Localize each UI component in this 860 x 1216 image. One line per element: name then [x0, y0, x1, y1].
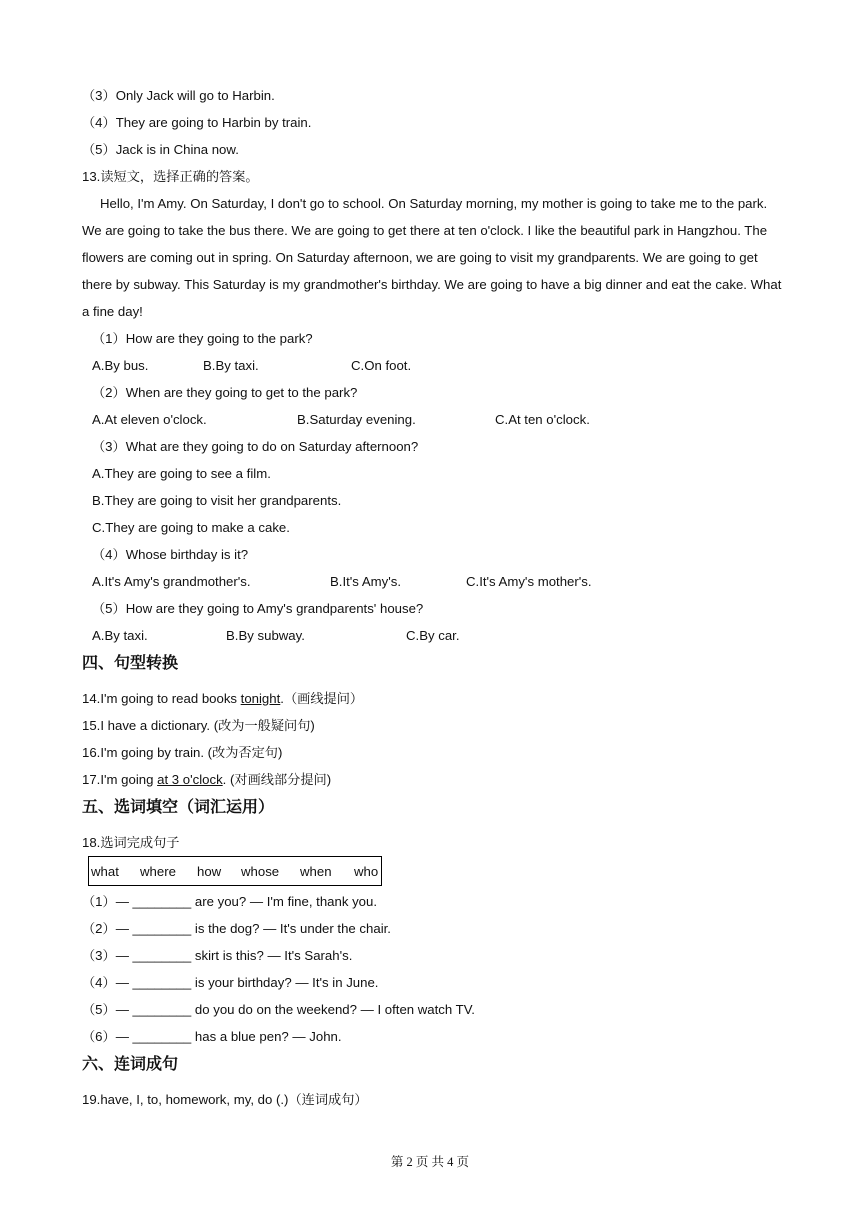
- word-bank-box: [88, 856, 382, 886]
- q13-q3-option-a: A.They are going to see a film.: [92, 466, 271, 481]
- q13-q3-option-b: B.They are going to visit her grandparents.: [92, 493, 342, 508]
- page-footer: 第 2 页 共 4 页: [390, 1155, 470, 1169]
- q13-question-3: （3）What are they going to do on Saturday afternoon?: [92, 439, 419, 454]
- q13-question-2: （2）When are they going to get to the park?: [92, 385, 358, 400]
- q18-title: 18.选词完成句子: [82, 835, 180, 850]
- q13-q3-option-c: C.They are going to make a cake.: [92, 520, 290, 535]
- q13-q2-option-b: B.Saturday evening.: [297, 412, 416, 427]
- q13-q4-option-a: A.It's Amy's grandmother's.: [92, 574, 251, 589]
- q13-q5-option-a: A.By taxi.: [92, 628, 148, 643]
- word-bank-word: how: [197, 864, 222, 879]
- q14-underlined: tonight: [240, 691, 281, 706]
- q13-question-1: （1）How are they going to the park?: [92, 331, 313, 346]
- word-bank-word: where: [140, 864, 176, 879]
- q17-underlined: at 3 o'clock: [157, 772, 223, 787]
- section-6-heading: 六、连词成句: [82, 1056, 179, 1073]
- q13-passage: Hello, I'm Amy. On Saturday, I don't go to school. On Saturday morning, my mother is going to take me to the park. We are going to take the bus there. We are going to get there at ten o'clock. I like the beautiful park in Hangzhou. The flowers are coming out in spring. On Saturday afternoon, we are going to visit my grandparents. We are going to get there by subway. This Saturday is my grandmother's birthday. We are going to have a big dinner and eat the cake. What a fine day!: [82, 196, 782, 319]
- q13-q2-option-a: A.At eleven o'clock.: [92, 412, 207, 427]
- q18-item-4: （4）— ________ is your birthday? — It's in June.: [82, 975, 379, 990]
- q18-item-2: （2）— ________ is the dog? — It's under the chair.: [82, 921, 391, 936]
- q13-question-5: （5）How are they going to Amy's grandparents' house?: [92, 601, 424, 616]
- q13-q4-option-b: B.It's Amy's.: [330, 574, 401, 589]
- q16: 16.I'm going by train. (改为否定句): [82, 745, 283, 760]
- q12-item-3: （3）Only Jack will go to Harbin.: [82, 88, 275, 103]
- word-bank-word: whose: [241, 864, 280, 879]
- q13-question-4: （4）Whose birthday is it?: [92, 547, 249, 562]
- q13-q5-option-c: C.By car.: [406, 628, 460, 643]
- q19: 19.have, I, to, homework, my, do (.)（连词成句）: [82, 1092, 368, 1107]
- section-4-heading: 四、句型转换: [82, 655, 179, 672]
- q15: 15.I have a dictionary. (改为一般疑问句): [82, 718, 315, 733]
- section-5-heading: 五、选词填空（词汇运用）: [82, 799, 275, 816]
- word-bank-word: what: [91, 864, 119, 879]
- q12-item-5: （5）Jack is in China now.: [82, 142, 239, 157]
- q12-item-4: （4）They are going to Harbin by train.: [82, 115, 312, 130]
- q13-q5-option-b: B.By subway.: [226, 628, 305, 643]
- q14-text: 14.I'm going to read books: [82, 691, 241, 706]
- q13-title: 13.读短文，选择正确的答案。: [82, 169, 259, 184]
- q14: [82, 690, 363, 708]
- q17-instruction: . (对画线部分提问): [222, 772, 332, 787]
- q18-item-5: （5）— ________ do you do on the weekend? — I often watch TV.: [82, 1002, 475, 1017]
- q17: [82, 771, 331, 789]
- q13-q1-option-c: C.On foot.: [351, 358, 412, 373]
- q18-item-6: （6）— ________ has a blue pen? — John.: [82, 1029, 342, 1044]
- q13-q1-option-b: B.By taxi.: [203, 358, 259, 373]
- word-bank-word: when: [300, 864, 332, 879]
- q18-item-1: （1）— ________ are you? — I'm fine, thank you.: [82, 894, 378, 909]
- q18-item-3: （3）— ________ skirt is this? — It's Sarah's.: [82, 948, 353, 963]
- q14-instruction: .（画线提问）: [280, 691, 364, 706]
- q13-q1-option-a: A.By bus.: [92, 358, 149, 373]
- q13-q4-option-c: C.It's Amy's mother's.: [466, 574, 592, 589]
- word-bank-word: who: [354, 864, 379, 879]
- q13-q2-option-c: C.At ten o'clock.: [495, 412, 590, 427]
- q17-text: 17.I'm going: [82, 772, 158, 787]
